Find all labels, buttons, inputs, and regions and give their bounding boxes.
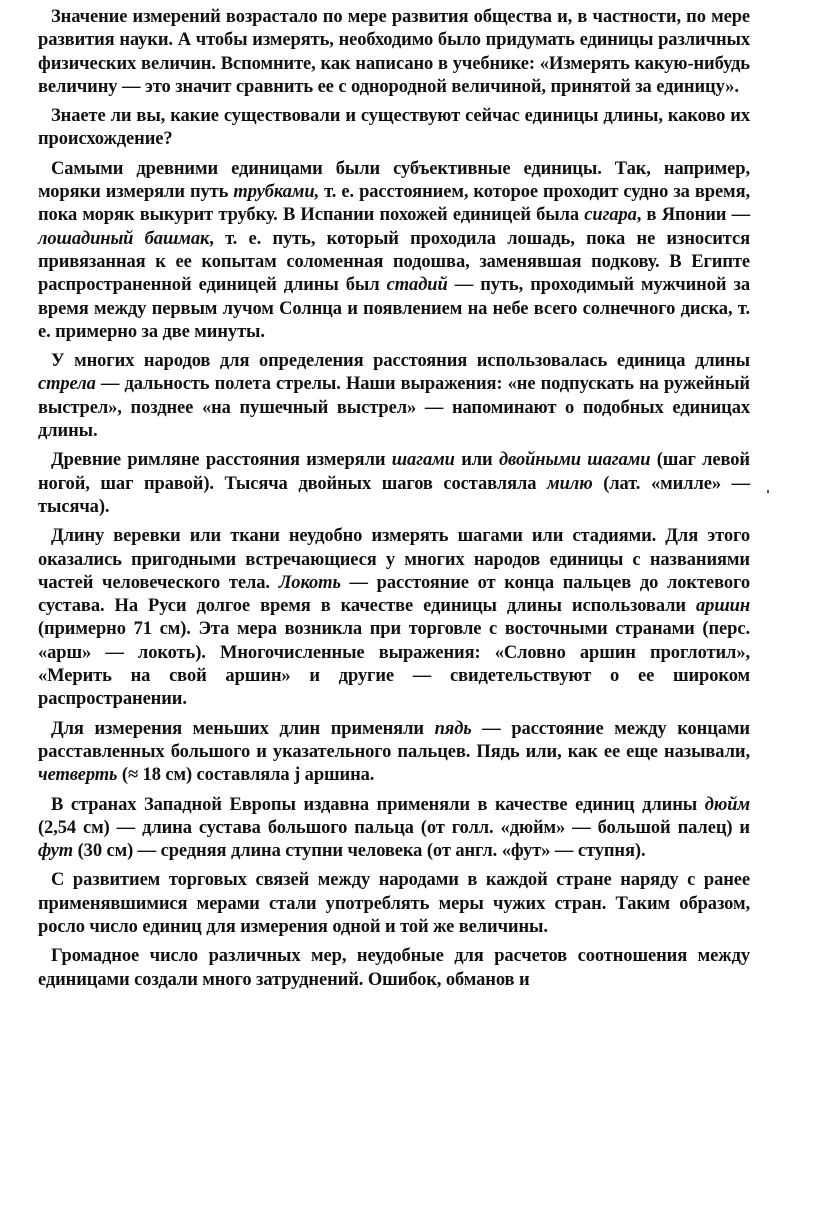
text-run: (2,54 см) — длина сустава большого пальца (от голл. «дюйм» — большой палец) и: [38, 817, 750, 838]
term-pyad: пядь: [434, 718, 472, 739]
paragraph-9: [38, 869, 750, 939]
term-arshin: аршин: [696, 596, 750, 617]
term-dvoynye-shagi: двойными шагами: [498, 450, 651, 471]
text-run: — дальность полета стрелы. Наши выражения: «не подпускать на ружейный выстрел», позднее «на пушечный выстрел» — напоминают о подобных единицах длины.: [38, 374, 750, 442]
term-stadiy: стадий: [386, 275, 448, 296]
text-run: — путь, проходимый мужчиной за время между первым лучом Солнца и появлением на небе всего солнечного диска, т. е. примерно за две минуты.: [38, 275, 750, 342]
text-run: В странах Западной Европы издавна применяли в качестве единиц длины: [51, 794, 705, 815]
paragraph-8: [38, 794, 750, 864]
paragraph-6: [38, 525, 750, 711]
text-run: или: [454, 450, 499, 471]
text-run: т. е. расстоянием, которое проходит судно за время, пока моряк выкурит трубку. В Испании похожей единицей была: [38, 182, 750, 226]
term-chetvert: четверть: [38, 765, 118, 786]
text-run: (примерно 71 см). Эта мера возникла при торговле с восточными странами (перс. «арш» — локоть). Многочисленные выражения: «Словно аршин проглотил», «Мерить на свой аршин» и другие — свидетельствуют о ее широком распространении.: [38, 619, 750, 710]
text-run: У многих народов для определения расстояния использовалась единица длины: [51, 351, 750, 372]
text-run: (≈ 18 см) составляла j аршина.: [117, 765, 375, 786]
paragraph-7: [38, 718, 750, 788]
text-run: , т. е. путь, который проходила лошадь, пока не износится привязанная к ее копытам соломенная подошва, заменявшая подкову. В Египте распространенной единицей длины был: [38, 228, 750, 296]
text-run: Знаете ли вы, какие существовали и существуют сейчас единицы длины, каково их происхождение?: [38, 106, 750, 150]
paragraph-2: [38, 105, 750, 152]
paragraph-5: [38, 449, 750, 519]
text-run: (30 см) — средняя длина ступни человека (от англ. «фут» — ступня).: [73, 841, 646, 862]
text-run: Значение измерений возрастало по мере развития общества и, в частности, по мере развития науки. А чтобы измерять, необходимо было придумать единицы различных физических величин. Вспомните, как написано в учебнике: «Измерять какую-нибудь величину — это значит сравнить ее с однородной величиной, принятой за единицу».: [38, 7, 750, 97]
text-run: Самыми древними единицами были субъективные единицы. Так, например, моряки измеряли путь: [38, 158, 750, 203]
term-loshadiny-bashmak: лошадиный башмак: [38, 228, 210, 249]
text-run: Древние римляне расстояния измеряли: [51, 450, 392, 471]
text-run: С развитием торговых связей между народами в каждой стране наряду с ранее применявшимися мерами стали употреблять меры чужих стран. Таким образом, росло число единиц для измерения одной и той же величины.: [38, 870, 750, 937]
term-dyuym: дюйм: [704, 794, 750, 815]
term-fut: фут: [38, 841, 74, 862]
term-lokot: Локоть: [278, 572, 341, 593]
text-run: , в Японии —: [636, 205, 750, 226]
paragraph-10: [38, 945, 750, 992]
paragraph-4: [38, 350, 750, 443]
paragraph-3: [38, 158, 750, 344]
text-run: (лат. «милле» — тысяча).: [38, 473, 750, 517]
term-trubki: трубками,: [233, 182, 320, 203]
text-run: Громадное число различных мер, неудобные для расчетов соотношения между единицами создали много затруднений. Ошибок, обманов и: [38, 946, 750, 990]
term-shagi: шагами: [391, 450, 455, 471]
term-strela: стрела: [38, 374, 96, 395]
document-page: [38, 0, 750, 998]
paragraph-1: [38, 6, 750, 99]
scan-speck: [767, 490, 769, 493]
term-sigara: сигара: [584, 205, 637, 226]
text-run: Длину веревки или ткани неудобно измерять шагами или стадиями. Для этого оказались пригодными встречающиеся у многих народов единицы с названиями частей человеческого тела.: [38, 526, 750, 593]
text-run: — расстояние между концами расставленных большого и указательного пальцев. Пядь или, как ее еще называли,: [38, 718, 750, 762]
text-run: (шаг левой ногой, шаг правой). Тысяча двойных шагов составляла: [38, 450, 750, 494]
text-run: Для измерения меньших длин применяли: [51, 718, 435, 739]
text-run: — расстояние от конца пальцев до локтевого сустава. На Руси долгое время в качестве единицы длины использовали: [38, 572, 750, 617]
term-milya: милю: [547, 473, 593, 494]
